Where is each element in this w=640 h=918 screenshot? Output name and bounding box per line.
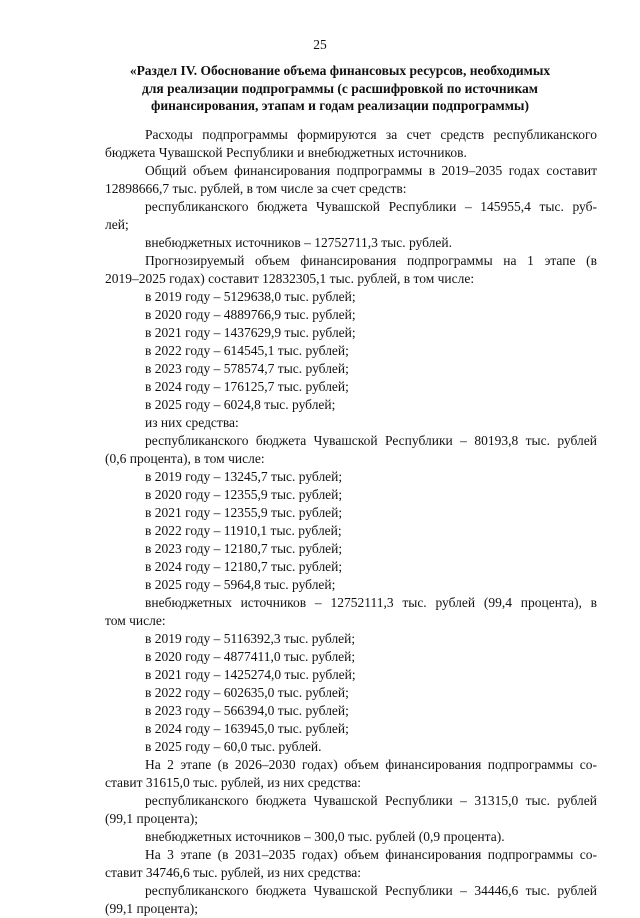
text-line: ставит 34746,6 тыс. рублей, из них средства:	[105, 865, 362, 880]
text-line: в 2022 году – 602635,0 тыс. рублей;	[145, 685, 349, 700]
text-line: в 2020 году – 4877411,0 тыс. рублей;	[145, 649, 356, 664]
body-text	[105, 126, 597, 918]
text-line: внебюджетных источников – 12752711,3 тыс. рублей.	[145, 235, 452, 250]
text-line: бюджета Чувашской Республики и внебюджетных источников.	[105, 145, 467, 160]
text-line: На 3 этапе (в 2031–2035 годах) объем финансирования подпрограммы со-	[145, 847, 597, 862]
text-line: в 2019 году – 5116392,3 тыс. рублей;	[145, 631, 356, 646]
text-line: в 2023 году – 578574,7 тыс. рублей;	[145, 361, 349, 376]
text-line: На 2 этапе (в 2026–2030 годах) объем финансирования подпрограммы со-	[145, 757, 597, 772]
text-line: в 2023 году – 566394,0 тыс. рублей;	[145, 703, 349, 718]
text-line: в 2023 году – 12180,7 тыс. рублей;	[145, 541, 343, 556]
text-line: в 2020 году – 12355,9 тыс. рублей;	[145, 487, 343, 502]
text-line: Прогнозируемый объем финансирования подпрограммы на 1 этапе (в	[145, 253, 597, 268]
section-heading	[100, 62, 580, 115]
text-line: в 2024 году – 176125,7 тыс. рублей;	[145, 379, 349, 394]
text-line: в 2022 году – 614545,1 тыс. рублей;	[145, 343, 349, 358]
section-heading-line: для реализации подпрограммы (с расшифровкой по источникам	[142, 80, 538, 96]
text-line: в 2024 году – 163945,0 тыс. рублей;	[145, 721, 349, 736]
text-line: в 2025 году – 5964,8 тыс. рублей;	[145, 577, 336, 592]
text-line: (99,1 процента);	[105, 811, 198, 826]
section-heading-line: «Раздел IV. Обоснование объема финансовых ресурсов, необходимых	[129, 63, 551, 78]
text-line: республиканского бюджета Чувашской Республики – 80193,8 тыс. рублей	[145, 433, 597, 448]
text-line: в 2024 году – 12180,7 тыс. рублей;	[145, 559, 343, 574]
text-line: лей;	[105, 217, 129, 232]
text-line: в 2022 году – 11910,1 тыс. рублей;	[145, 523, 342, 538]
text-line: 2019–2025 годах) составит 12832305,1 тыс. рублей, в том числе:	[105, 271, 475, 286]
text-line: в 2025 году – 6024,8 тыс. рублей;	[145, 397, 336, 412]
text-line: в 2019 году – 13245,7 тыс. рублей;	[145, 469, 343, 484]
text-line: том числе:	[105, 613, 166, 628]
text-line: Расходы подпрограммы формируются за счет средств республиканского	[145, 127, 597, 142]
text-line: в 2021 году – 12355,9 тыс. рублей;	[145, 505, 343, 520]
section-heading-line: финансирования, этапам и годам реализации подпрограммы)	[151, 98, 529, 113]
page-number: 25	[313, 37, 327, 52]
text-line: республиканского бюджета Чувашской Республики – 34446,6 тыс. рублей	[145, 883, 597, 898]
text-line: (99,1 процента);	[105, 901, 198, 916]
text-line: внебюджетных источников – 12752111,3 тыс. рублей (99,4 процента), в	[145, 595, 597, 610]
text-line: в 2021 году – 1437629,9 тыс. рублей;	[145, 325, 356, 340]
text-line: в 2025 году – 60,0 тыс. рублей.	[145, 739, 322, 754]
text-line: в 2021 году – 1425274,0 тыс. рублей;	[145, 667, 356, 682]
text-line: в 2019 году – 5129638,0 тыс. рублей;	[145, 289, 356, 304]
text-line: республиканского бюджета Чувашской Республики – 145955,4 тыс. руб-	[145, 199, 597, 214]
text-line: в 2020 году – 4889766,9 тыс. рублей;	[145, 307, 356, 322]
text-line: из них средства:	[145, 415, 239, 430]
text-line: республиканского бюджета Чувашской Республики – 31315,0 тыс. рублей	[145, 793, 597, 808]
text-line: внебюджетных источников – 300,0 тыс. рублей (0,9 процента).	[145, 829, 505, 844]
text-line: Общий объем финансирования подпрограммы в 2019–2035 годах составит	[145, 163, 597, 178]
text-line: (0,6 процента), в том числе:	[105, 451, 265, 466]
text-line: ставит 31615,0 тыс. рублей, из них средства:	[105, 775, 362, 790]
text-line: 12898666,7 тыс. рублей, в том числе за счет средств:	[105, 181, 407, 196]
